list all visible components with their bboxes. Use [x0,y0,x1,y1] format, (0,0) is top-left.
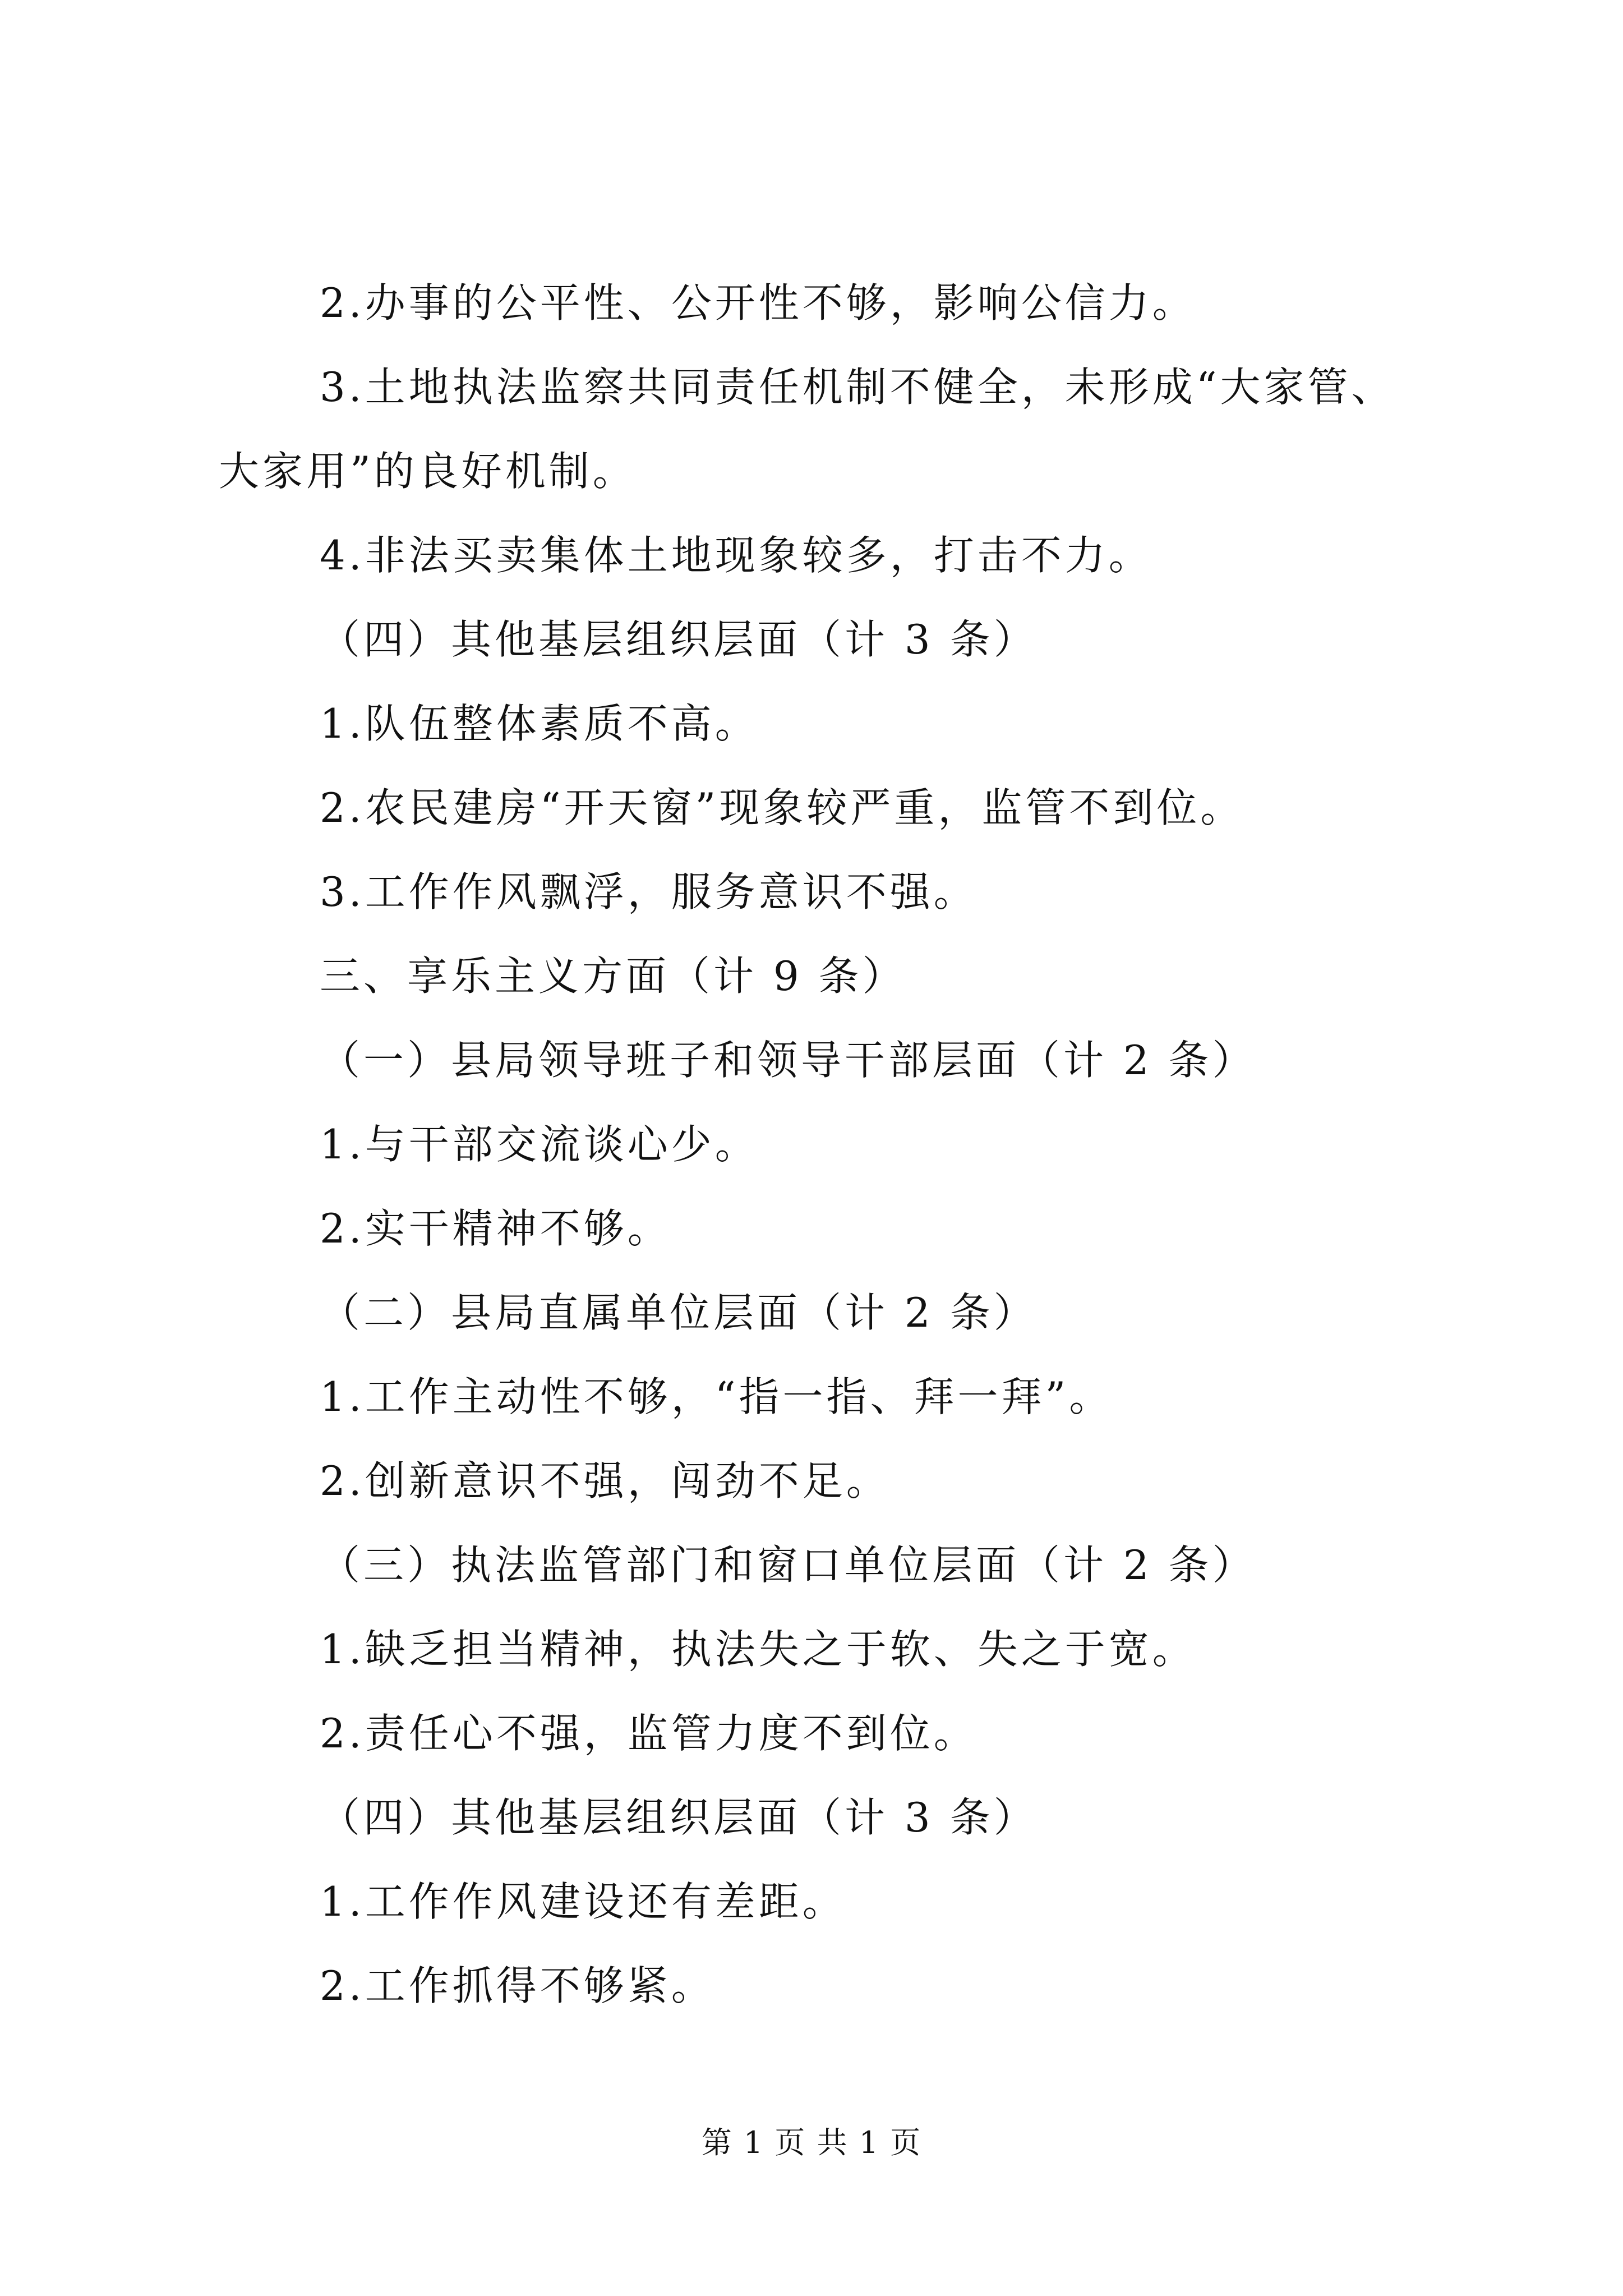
paragraph-10: 1.与干部交流谈心少。 [320,1121,759,1168]
section-heading-4-other-grassroots-2: （四）其他基层组织层面（计 3 条） [320,1794,1038,1841]
paragraph-19: 1.工作作风建设还有差距。 [320,1878,846,1925]
paragraph-1: 2.办事的公平性、公开性不够，影响公信力。 [320,279,1196,326]
paragraph-20: 2.工作抓得不够紧。 [320,1962,715,2009]
page-footer: 第 1 页 共 1 页 [701,2125,922,2160]
paragraph-17: 2.责任心不强，监管力度不到位。 [320,1710,978,1757]
paragraph-5: 1.队伍整体素质不高。 [320,700,759,747]
section-heading-1-leadership: （一）县局领导班子和领导干部层面（计 2 条） [320,1037,1256,1084]
paragraph-14: 2.创新意识不强，闯劲不足。 [320,1457,890,1504]
paragraph-7: 3.工作作风飘浮，服务意识不强。 [320,868,978,915]
paragraph-6: 2.农民建房“开天窗”现象较严重，监管不到位。 [320,784,1244,831]
paragraph-16: 1.缺乏担当精神，执法失之于软、失之于宽。 [320,1626,1196,1673]
paragraph-13: 1.工作主动性不够，“指一指、拜一拜”。 [320,1373,1113,1420]
section-heading-4-other-grassroots: （四）其他基层组织层面（计 3 条） [320,616,1038,663]
paragraph-11: 2.实干精神不够。 [320,1205,671,1252]
paragraph-3: 4.非法买卖集体土地现象较多，打击不力。 [320,532,1152,579]
document-body [219,261,1424,2028]
paragraph-2: 3.土地执法监察共同责任机制不健全，未形成“大家管、大家用”的良好机制。 [219,364,1395,495]
section-heading-3-enforcement: （三）执法监管部门和窗口单位层面（计 2 条） [320,1542,1256,1589]
section-heading-2-direct-units: （二）县局直属单位层面（计 2 条） [320,1289,1038,1336]
section-heading-hedonism: 三、享乐主义方面（计 9 条） [320,953,906,1000]
